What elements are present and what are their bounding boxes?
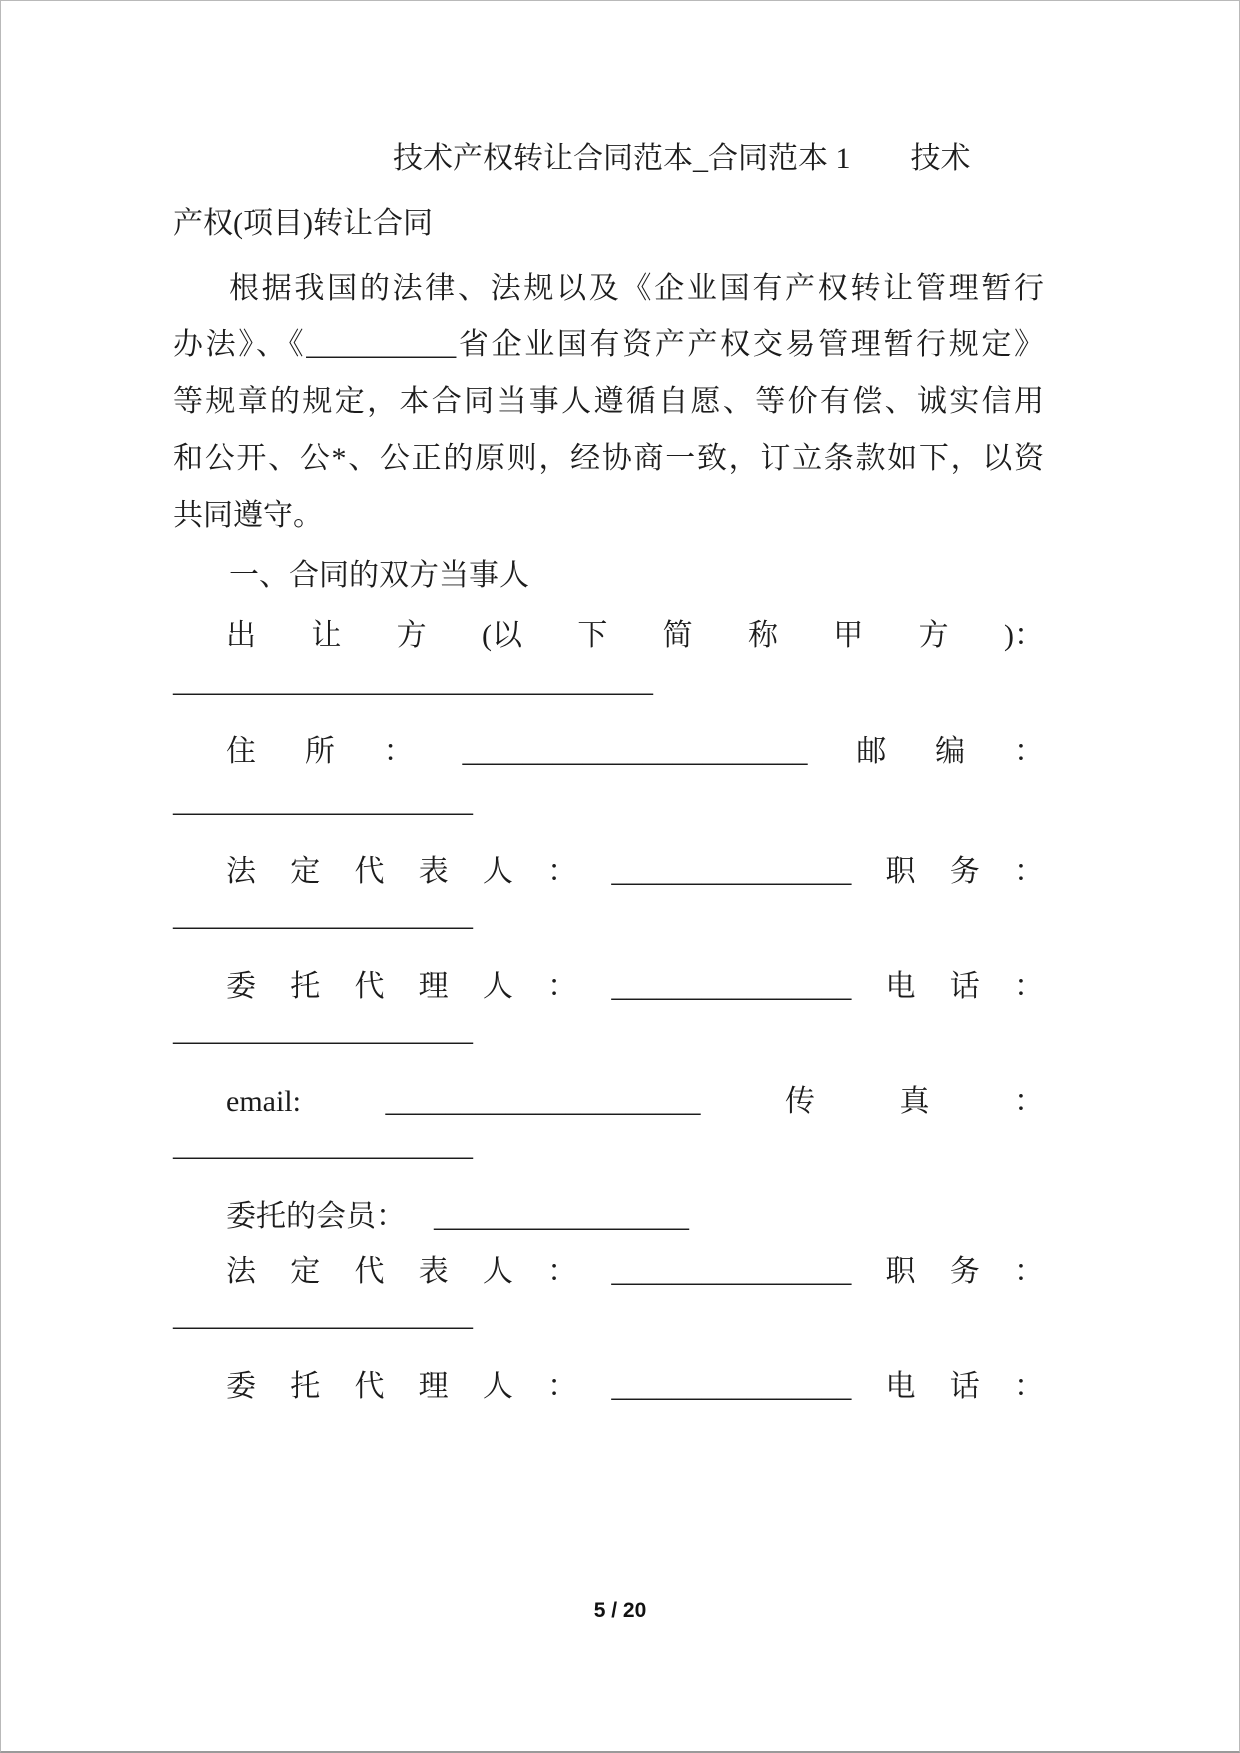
- fill-blank: _______________________: [462, 735, 808, 768]
- row-token: 称: [747, 619, 778, 652]
- paragraph-line-3: 等规章的规定，本合同当事人遵循自愿、等价有偿、诚实信用: [173, 385, 1044, 418]
- row-token: 托: [290, 970, 321, 1003]
- doc-title-line-2: 产权(项目)转让合同: [173, 207, 433, 240]
- row-token: ：: [1013, 1370, 1044, 1403]
- doc-title-line-1: 技术产权转让合同范本_合同范本 1 技术: [393, 142, 971, 175]
- row-token: ：: [1013, 1255, 1044, 1288]
- row-token: ：: [1013, 855, 1044, 888]
- section-heading: 一、合同的双方当事人: [229, 559, 529, 592]
- row-token: 电: [885, 1370, 916, 1403]
- row-token: 代: [354, 1255, 385, 1288]
- row-token: 人: [482, 1370, 513, 1403]
- page-number: 5 / 20: [593, 1599, 647, 1622]
- form-row-agent-2: [173, 1365, 1044, 1409]
- row-token: 职: [885, 855, 916, 888]
- row-token: (以: [481, 619, 522, 652]
- row-token: 职: [885, 1255, 916, 1288]
- row-token: 下: [577, 619, 608, 652]
- blank-line-legal-rep-2: ____________________: [173, 1299, 473, 1332]
- row-token: ：: [547, 1255, 578, 1288]
- row-token: ：: [547, 970, 578, 1003]
- blank-line-email: ____________________: [173, 1129, 473, 1162]
- row-token: 话: [949, 970, 980, 1003]
- paragraph-line-4: 和公开、公*、公正的原则，经协商一致，订立条款如下，以资: [173, 442, 1044, 475]
- fill-blank: ________________: [611, 1255, 852, 1288]
- row-token: ：: [547, 1370, 578, 1403]
- fill-blank: ________________: [611, 1370, 852, 1403]
- form-row-legal-rep: [173, 850, 1044, 894]
- row-token: 出: [226, 619, 256, 652]
- blank-line-transferor: ________________________________: [173, 665, 653, 698]
- blank-line-agent: ____________________: [173, 1014, 473, 1047]
- blank-line-legal-rep: ____________________: [173, 899, 473, 932]
- row-token: 代: [354, 855, 385, 888]
- row-token: 法: [226, 855, 256, 888]
- row-token: 表: [418, 855, 449, 888]
- row-token: 代: [354, 1370, 385, 1403]
- row-token: 真: [899, 1085, 930, 1118]
- member-label: 委托的会员：: [226, 1200, 406, 1233]
- row-token: 法: [226, 1255, 256, 1288]
- row-token: 让: [311, 619, 342, 652]
- paragraph-line-1: 根据我国的法律、法规以及《企业国有产权转让管理暂行: [229, 272, 1044, 305]
- row-token: 代: [354, 970, 385, 1003]
- fill-blank: _________________: [434, 1200, 689, 1233]
- form-row-agent: [173, 965, 1044, 1009]
- row-token: 委: [226, 970, 256, 1003]
- row-token: 务: [949, 855, 980, 888]
- row-token: 邮: [856, 735, 887, 768]
- row-token: 话: [949, 1370, 980, 1403]
- row-token: 方: [396, 619, 427, 652]
- fill-blank: ________________: [611, 970, 852, 1003]
- fill-blank: _____________________: [385, 1085, 701, 1118]
- row-token: 表: [418, 1255, 449, 1288]
- row-token: 电: [885, 970, 916, 1003]
- row-token: ：: [383, 735, 414, 768]
- row-token: 理: [418, 1370, 449, 1403]
- row-token: 人: [482, 855, 513, 888]
- row-token: ：: [1013, 1085, 1044, 1118]
- form-row-transferor: [173, 614, 1044, 658]
- row-token: ：: [1013, 970, 1044, 1003]
- row-token: 住: [226, 735, 256, 768]
- blank-line-address: ____________________: [173, 785, 473, 818]
- form-row-address: [173, 730, 1044, 774]
- row-token: 传: [784, 1085, 815, 1118]
- row-token: ：: [1013, 735, 1044, 768]
- form-row-legal-rep-2: [173, 1250, 1044, 1294]
- row-token: 简: [662, 619, 693, 652]
- row-token: 甲: [833, 619, 864, 652]
- row-token: 理: [418, 970, 449, 1003]
- row-token: 定: [290, 1255, 321, 1288]
- row-token: ：: [547, 855, 578, 888]
- row-token: 方: [918, 619, 949, 652]
- row-token: )：: [1003, 619, 1044, 652]
- form-row-member: [173, 1195, 1044, 1239]
- paragraph-line-2: 办法》、《__________省企业国有资产产权交易管理暂行规定》: [173, 328, 1044, 361]
- row-token: 务: [949, 1255, 980, 1288]
- fill-blank: ________________: [611, 855, 852, 888]
- row-token: 托: [290, 1370, 321, 1403]
- row-token: 人: [482, 1255, 513, 1288]
- form-row-email: [173, 1080, 1044, 1124]
- row-token: 编: [935, 735, 966, 768]
- row-token: 人: [482, 970, 513, 1003]
- row-token: 定: [290, 855, 321, 888]
- row-token: 委: [226, 1370, 256, 1403]
- row-token: email:: [226, 1085, 301, 1118]
- paragraph-line-5: 共同遵守。: [173, 499, 323, 532]
- row-token: 所: [304, 735, 335, 768]
